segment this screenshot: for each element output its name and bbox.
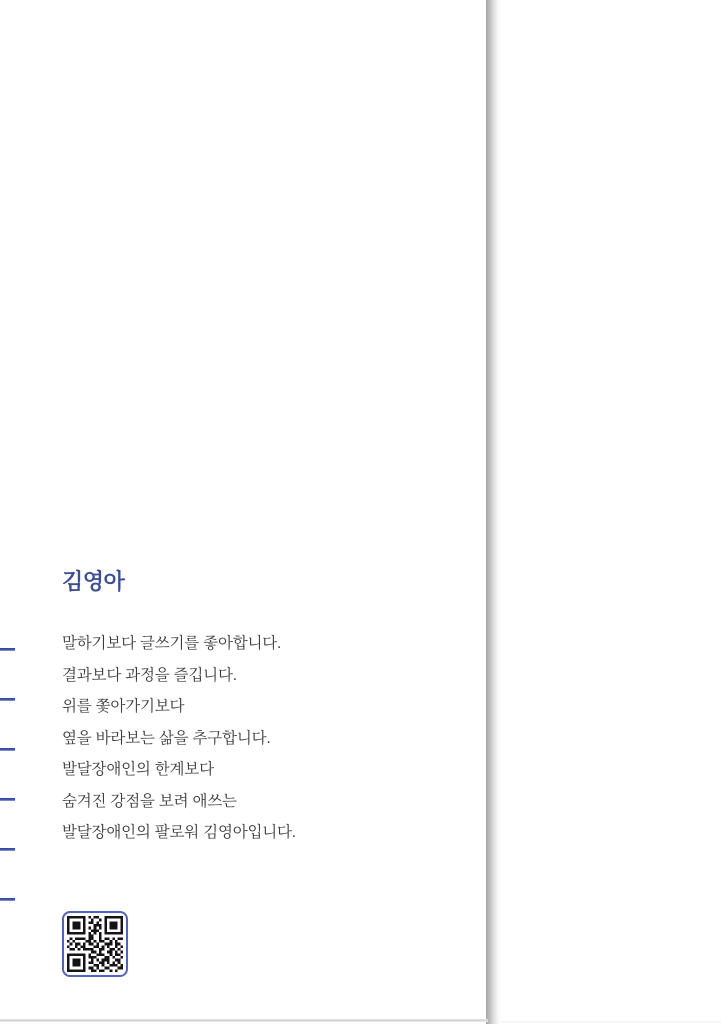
page-gutter-shadow [486, 0, 502, 1024]
author-bio [62, 628, 296, 849]
bio-line: 결과보다 과정을 즐깁니다. [62, 666, 237, 684]
bio-line: 말하기보다 글쓰기를 좋아합니다. [62, 635, 282, 652]
edge-mark [0, 898, 15, 901]
edge-mark [0, 748, 15, 751]
edge-mark [0, 698, 15, 701]
bio-line: 숨겨진 강점을 보려 애쓰는 [62, 792, 237, 810]
author-name: 김영아 [62, 569, 125, 594]
edge-mark [0, 848, 15, 851]
bio-line: 옆을 바라보는 삶을 추구합니다. [62, 729, 271, 747]
bio-line: 발달장애인의 팔로워 김영아입니다. [62, 824, 296, 841]
bio-line: 위를 쫓아가기보다 [62, 698, 185, 715]
right-page [502, 0, 721, 1024]
page-bottom-edge-right [502, 1021, 721, 1023]
edge-mark [0, 798, 15, 801]
edge-mark [0, 648, 15, 651]
page-bottom-edge [0, 1019, 488, 1022]
qr-svg [67, 916, 123, 972]
bio-line: 발달장애인의 한계보다 [62, 761, 214, 778]
qr-code-icon [62, 911, 128, 977]
